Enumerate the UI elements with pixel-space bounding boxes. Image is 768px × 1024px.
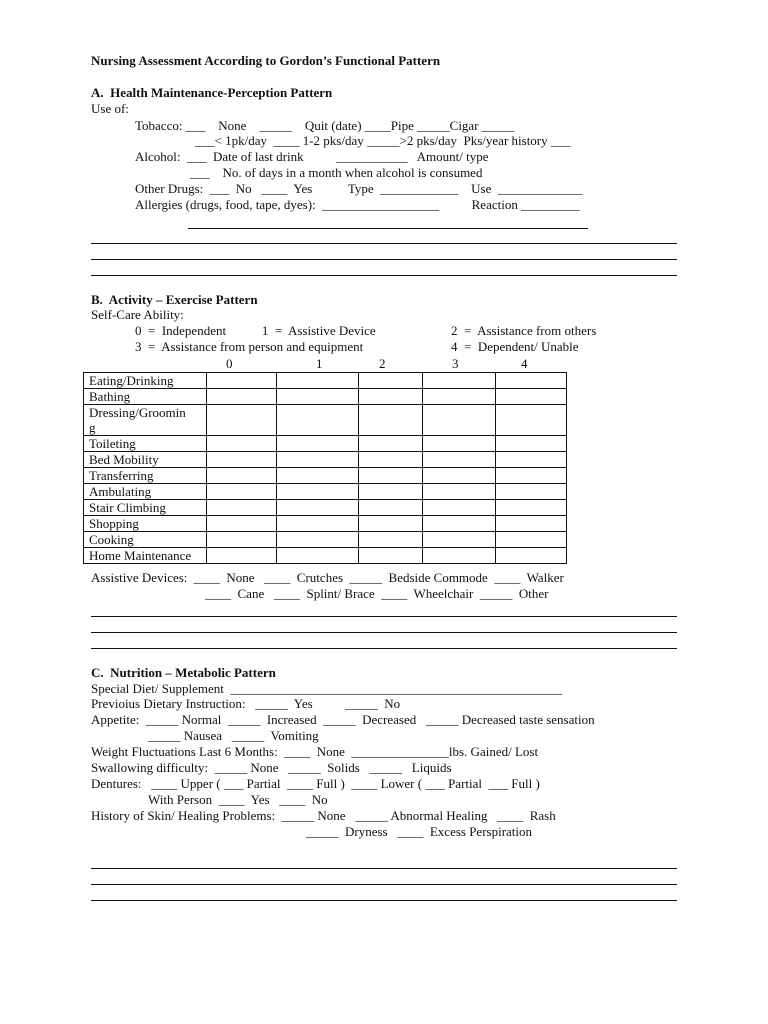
- score-cell-0[interactable]: [207, 484, 277, 500]
- score-cell-2[interactable]: [359, 532, 423, 548]
- score-cell-3[interactable]: [423, 500, 496, 516]
- score-cell-0[interactable]: [207, 516, 277, 532]
- activity-label: Eating/Drinking: [84, 373, 207, 389]
- special-diet-line: Special Diet/ Supplement ___________________________________________________: [91, 681, 562, 696]
- score-cell-4[interactable]: [496, 373, 567, 389]
- tobacco-amount-line: ___< 1pk/day ____ 1-2 pks/day _____>2 pks/day Pks/year history ___: [195, 133, 571, 148]
- table-row: [84, 405, 567, 436]
- table-row: [84, 373, 567, 389]
- notes-line-b1[interactable]: [91, 616, 677, 617]
- dentures-line: Dentures: ____ Upper ( ___ Partial ____ Full ) ____ Lower ( ___ Partial ___ Full ): [91, 776, 540, 791]
- scale-legend-3: 3 = Assistance from person and equipment: [135, 339, 364, 354]
- score-cell-3[interactable]: [423, 468, 496, 484]
- scale-header-1: 1: [316, 356, 323, 371]
- score-cell-4[interactable]: [496, 516, 567, 532]
- notes-line-c1[interactable]: [91, 868, 677, 869]
- scale-legend-0-1: 0 = Independent 1 = Assistive Device: [135, 323, 376, 338]
- activity-label: Cooking: [84, 532, 207, 548]
- score-cell-2[interactable]: [359, 389, 423, 405]
- activity-label: Bed Mobility: [84, 452, 207, 468]
- activity-label: Ambulating: [84, 484, 207, 500]
- section-b-heading: B. Activity – Exercise Pattern: [91, 292, 258, 307]
- score-cell-2[interactable]: [359, 516, 423, 532]
- score-cell-0[interactable]: [207, 436, 277, 452]
- activity-label: Home Maintenance: [84, 548, 207, 564]
- score-cell-4[interactable]: [496, 500, 567, 516]
- other-drugs-line: Other Drugs: ___ No ____ Yes Type ____________ Use _____________: [135, 181, 583, 196]
- scale-legend-4: 4 = Dependent/ Unable: [451, 339, 579, 354]
- score-cell-0[interactable]: [207, 468, 277, 484]
- score-cell-3[interactable]: [423, 532, 496, 548]
- score-cell-4[interactable]: [496, 436, 567, 452]
- score-cell-1[interactable]: [277, 436, 359, 452]
- activity-label: Toileting: [84, 436, 207, 452]
- score-cell-4[interactable]: [496, 452, 567, 468]
- activity-label: Shopping: [84, 516, 207, 532]
- score-cell-0[interactable]: [207, 405, 277, 436]
- table-row: [84, 532, 567, 548]
- score-cell-1[interactable]: [277, 452, 359, 468]
- scale-legend-2: 2 = Assistance from others: [451, 323, 597, 338]
- score-cell-3[interactable]: [423, 452, 496, 468]
- notes-line-a3[interactable]: [91, 275, 677, 276]
- table-row: [84, 484, 567, 500]
- score-cell-3[interactable]: [423, 548, 496, 564]
- alcohol-days-line: ___ No. of days in a month when alcohol is consumed: [190, 165, 483, 180]
- score-cell-0[interactable]: [207, 532, 277, 548]
- skin-history-line: History of Skin/ Healing Problems: _____ None _____ Abnormal Healing ____ Rash: [91, 808, 556, 823]
- notes-line-b3[interactable]: [91, 648, 677, 649]
- score-cell-1[interactable]: [277, 500, 359, 516]
- activity-label: Stair Climbing: [84, 500, 207, 516]
- swallowing-line: Swallowing difficulty: _____ None _____ Solids _____ Liquids: [91, 760, 452, 775]
- self-care-label: Self-Care Ability:: [91, 307, 184, 322]
- activity-label: Bathing: [84, 389, 207, 405]
- scale-header-2: 2: [379, 356, 386, 371]
- dentures-with-person-line: With Person ____ Yes ____ No: [148, 792, 328, 807]
- allergies-extra-line[interactable]: [188, 228, 588, 229]
- score-cell-2[interactable]: [359, 484, 423, 500]
- appetite-line-2: _____ Nausea _____ Vomiting: [148, 728, 319, 743]
- score-cell-2[interactable]: [359, 500, 423, 516]
- score-cell-1[interactable]: [277, 548, 359, 564]
- notes-line-a2[interactable]: [91, 259, 677, 260]
- score-cell-1[interactable]: [277, 532, 359, 548]
- score-cell-3[interactable]: [423, 405, 496, 436]
- score-cell-3[interactable]: [423, 373, 496, 389]
- document-title: Nursing Assessment According to Gordon’s Functional Pattern: [91, 53, 441, 68]
- notes-line-a1[interactable]: [91, 243, 677, 244]
- use-of-label: Use of:: [91, 101, 129, 116]
- assistive-devices-line-2: ____ Cane ____ Splint/ Brace ____ Wheelchair _____ Other: [205, 586, 549, 601]
- score-cell-1[interactable]: [277, 484, 359, 500]
- score-cell-4[interactable]: [496, 405, 567, 436]
- score-cell-3[interactable]: [423, 516, 496, 532]
- notes-line-c2[interactable]: [91, 884, 677, 885]
- score-cell-2[interactable]: [359, 405, 423, 436]
- scale-header-4: 4: [521, 356, 528, 371]
- score-cell-3[interactable]: [423, 389, 496, 405]
- table-row: [84, 548, 567, 564]
- table-row: [84, 516, 567, 532]
- notes-line-c3[interactable]: [91, 900, 677, 901]
- score-cell-0[interactable]: [207, 452, 277, 468]
- score-cell-2[interactable]: [359, 468, 423, 484]
- score-cell-1[interactable]: [277, 516, 359, 532]
- score-cell-0[interactable]: [207, 548, 277, 564]
- section-a-heading: A. Health Maintenance-Perception Pattern: [91, 85, 333, 100]
- score-cell-2[interactable]: [359, 548, 423, 564]
- score-cell-1[interactable]: [277, 468, 359, 484]
- score-cell-2[interactable]: [359, 436, 423, 452]
- skin-history-line-2: _____ Dryness ____ Excess Perspiration: [306, 824, 533, 839]
- appetite-line: Appetite: _____ Normal _____ Increased _____ Decreased _____ Decreased taste sensation: [91, 712, 595, 727]
- score-cell-2[interactable]: [359, 373, 423, 389]
- score-cell-1[interactable]: [277, 373, 359, 389]
- score-cell-4[interactable]: [496, 468, 567, 484]
- table-row: [84, 389, 567, 405]
- score-cell-3[interactable]: [423, 436, 496, 452]
- score-cell-0[interactable]: [207, 500, 277, 516]
- dietary-instruction-line: Previoius Dietary Instruction: _____ Yes _____ No: [91, 696, 401, 711]
- score-cell-4[interactable]: [496, 389, 567, 405]
- score-cell-0[interactable]: [207, 373, 277, 389]
- weight-line: Weight Fluctuations Last 6 Months: ____ None _______________lbs. Gained/ Lost: [91, 744, 539, 759]
- assistive-devices-line: Assistive Devices: ____ None ____ Crutches _____ Bedside Commode ____ Walker: [91, 570, 564, 585]
- score-cell-3[interactable]: [423, 484, 496, 500]
- score-cell-2[interactable]: [359, 452, 423, 468]
- notes-line-b2[interactable]: [91, 632, 677, 633]
- score-cell-1[interactable]: [277, 389, 359, 405]
- allergies-line: Allergies (drugs, food, tape, dyes): __________________ Reaction _________: [135, 197, 580, 212]
- table-row: [84, 500, 567, 516]
- self-care-table: [83, 372, 567, 564]
- score-cell-1[interactable]: [277, 405, 359, 436]
- scale-header-0: 0: [226, 356, 233, 371]
- table-row: [84, 436, 567, 452]
- score-cell-4[interactable]: [496, 532, 567, 548]
- table-row: [84, 468, 567, 484]
- activity-label: Transferring: [84, 468, 207, 484]
- section-c-heading: C. Nutrition – Metabolic Pattern: [91, 665, 276, 680]
- score-cell-0[interactable]: [207, 389, 277, 405]
- score-cell-4[interactable]: [496, 484, 567, 500]
- tobacco-line: Tobacco: ___ None _____ Quit (date) ____Pipe _____Cigar _____: [135, 118, 515, 133]
- activity-label: Dressing/Groomin g: [84, 405, 207, 436]
- table-row: [84, 452, 567, 468]
- alcohol-line: Alcohol: ___ Date of last drink ___________ Amount/ type: [135, 149, 489, 164]
- score-cell-4[interactable]: [496, 548, 567, 564]
- scale-header-3: 3: [452, 356, 459, 371]
